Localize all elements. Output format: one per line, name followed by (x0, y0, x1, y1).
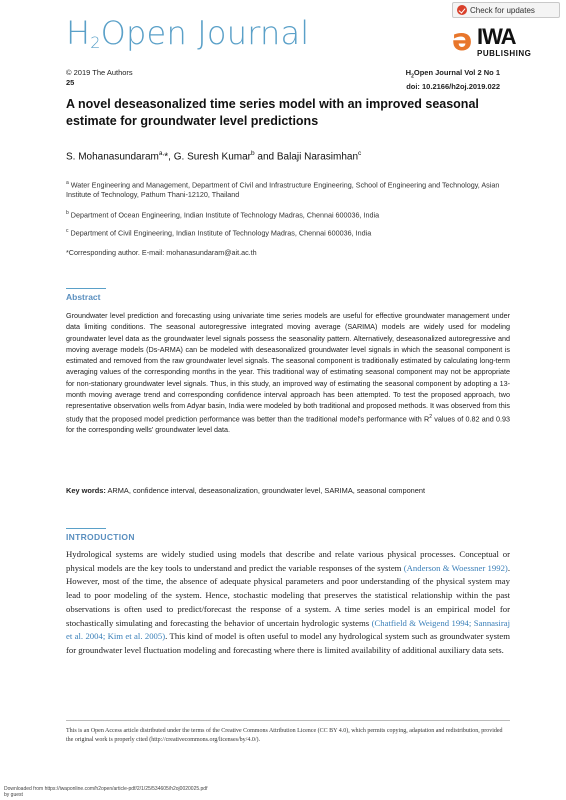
publisher-logo (452, 24, 552, 64)
citation-link[interactable]: (Chatfield & Weigend 1994; Sannasiraj et al. 2004; Kim et al. 2005) (66, 617, 510, 642)
journal-ref: $H_2Open$ Journal Vol 2 No 1 (405, 68, 500, 80)
download-note: Downloaded from https://iwaponline.com/h2open/article-pdf/2/1/25/534605/h2oj0020025.pdf by guest (4, 786, 208, 798)
affiliation-b: $^b$ Department of Ocean Engineering, Indian Institute of Technology Madras, Chennai 600036, India (66, 210, 380, 220)
meta-left (66, 68, 133, 88)
check-for-updates-label: Check for updates (470, 5, 535, 15)
footer-divider (66, 720, 510, 721)
check-for-updates-button[interactable] (452, 2, 560, 18)
journal-title: $H_2Open$ Journal (66, 14, 310, 52)
license-text: This is an Open Access article distributed under the terms of the Creative Commons Attribution Licence (CC BY 4.0), which permits copying, adaptation and redistribution, provided the original work is properly cited (http://creativecommons.org/licenses/by/4.0/). (66, 728, 503, 743)
check-icon (457, 5, 467, 15)
affiliation-a: $^a$ Water Engineering and Management, Department of Civil and Infrastructure Engineering, School of Engineering and Technology, Asian Institute of Technology, Pathum Thani-12120, Thailand (66, 180, 500, 200)
iwa-logo-icon: ə (452, 23, 473, 58)
doi: doi: 10.2166/h2oj.2019.022 (406, 81, 500, 91)
intro-divider (66, 528, 106, 529)
copyright: © 2019 The Authors (66, 68, 133, 77)
introduction-heading: INTRODUCTION (66, 532, 135, 542)
logo-subtext: PUBLISHING (477, 49, 532, 58)
logo-text: IWA (477, 24, 516, 49)
affiliation-c: $^c$ Department of Civil Engineering, Indian Institute of Technology Madras, Chennai 600036, India (66, 228, 372, 238)
meta-right (406, 68, 500, 92)
introduction-text: Hydrological systems are widely studied using models that describe and relate various physical processes. Conceptual or physical models are the key tools to understand and predict the variable responses of the system (Anderson & Woessner 1992). However, most of the time, the absence of adequate physical parameters and poor understanding of the physical system may lead to poor modeling of the system. Hence, stochastic modeling that preserves the statistical relationship within the past observations is often used to predict/forecast the response of a system. A time series model is an empirical model for stochastically simulating and forecasting the behavior of uncertain hydrologic systems (Chatfield & Weigend 1994; Sannasiraj et al. 2004; Kim et al. 2005). This kind of model is often useful to model any hydrological system such as groundwater system for groundwater level fluctuation modeling and forecasting where there is limited availability of additional auxiliary data sets. (66, 549, 511, 655)
abstract-text: Groundwater level prediction and forecasting using univariate time series models are useful for effective groundwater management under data limiting conditions. The seasonal autoregressive integrated moving average (SARIMA) models are widely used for modeling groundwater level data as the groundwater level signals possess the seasonality pattern. Alternatively, deseasonalized autoregressive and moving average models (Ds-ARMA) can be modeled with deseasonalized groundwater level signals in which the seasonal component is estimated and removed from the raw groundwater level signals. The seasonal component is traditionally estimated by calculating long-term averaging values of the corresponding months in the year. This traditional way of estimating seasonal component may not be appropriate for non-stationary groundwater level signals. Thus, in this study, an improved way of estimating the seasonal component by adopting a 13-month moving average trend and corresponding confidence interval approach has been attempted. To test the proposed approach, two representative observation wells from Adyar basin, India were modeled by both traditional and proposed methods. It was observed from this study that the proposed model prediction performance was better than the traditional model's performance with $R^2$ values of 0.82 and 0.93 for the corresponding wells' groundwater level data. (66, 311, 510, 435)
corresponding-author: *Corresponding author. E-mail: mohanasundaram@ait.ac.th (66, 248, 257, 257)
abstract-heading: Abstract (66, 292, 101, 302)
authors: S. Mohanasundaram$^{a,}$*, G. Suresh Kumar$^b$ and Balaji Narasimhan$^c$ (66, 150, 362, 163)
article-title: A novel deseasonalized time series model with an improved seasonal estimate for groundwater level predictions (66, 97, 479, 128)
page-number: 25 (66, 78, 75, 87)
abstract-divider (66, 288, 106, 289)
keywords: Key words: ARMA, confidence interval, deseasonalization, groundwater level, SARIMA, seasonal component (66, 486, 426, 495)
citation-link[interactable]: (Anderson & Woessner 1992) (403, 562, 508, 573)
